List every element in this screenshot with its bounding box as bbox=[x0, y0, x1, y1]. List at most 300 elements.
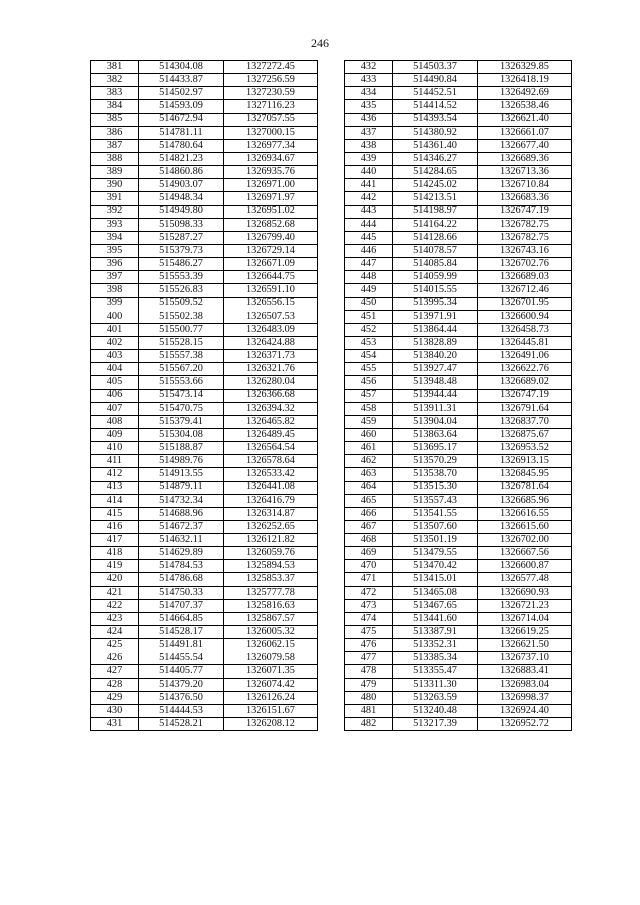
x-coordinate-cell: 514164.22 bbox=[393, 218, 478, 231]
x-coordinate-cell: 514860.86 bbox=[139, 166, 224, 179]
table-row bbox=[91, 61, 318, 74]
table-row bbox=[91, 481, 318, 494]
x-coordinate-cell: 514361.40 bbox=[393, 139, 478, 152]
point-number-cell: 432 bbox=[345, 61, 393, 74]
x-coordinate-cell: 514455.54 bbox=[139, 652, 224, 665]
y-coordinate-cell: 1326208.12 bbox=[224, 718, 318, 731]
x-coordinate-cell: 513971.91 bbox=[393, 310, 478, 323]
x-coordinate-cell: 513570.29 bbox=[393, 455, 478, 468]
point-number-cell: 469 bbox=[345, 547, 393, 560]
x-coordinate-cell: 515502.38 bbox=[139, 310, 224, 323]
y-coordinate-cell: 1326781.64 bbox=[478, 481, 572, 494]
y-coordinate-cell: 1326492.69 bbox=[478, 87, 572, 100]
y-coordinate-cell: 1326121.82 bbox=[224, 534, 318, 547]
y-coordinate-cell: 1326747.19 bbox=[478, 389, 572, 402]
table-row bbox=[91, 350, 318, 363]
table-row bbox=[345, 639, 572, 652]
x-coordinate-cell: 514503.37 bbox=[393, 61, 478, 74]
y-coordinate-cell: 1326489.45 bbox=[224, 428, 318, 441]
table-row bbox=[345, 179, 572, 192]
y-coordinate-cell: 1326729.14 bbox=[224, 244, 318, 257]
table-row bbox=[345, 376, 572, 389]
table-row bbox=[91, 87, 318, 100]
point-number-cell: 396 bbox=[91, 258, 139, 271]
y-coordinate-cell: 1327116.23 bbox=[224, 100, 318, 113]
x-coordinate-cell: 514405.77 bbox=[139, 665, 224, 678]
point-number-cell: 470 bbox=[345, 560, 393, 573]
y-coordinate-cell: 1326321.76 bbox=[224, 363, 318, 376]
table-row bbox=[91, 586, 318, 599]
table-row bbox=[345, 205, 572, 218]
y-coordinate-cell: 1326983.04 bbox=[478, 678, 572, 691]
y-coordinate-cell: 1326458.73 bbox=[478, 323, 572, 336]
y-coordinate-cell: 1326689.03 bbox=[478, 271, 572, 284]
y-coordinate-cell: 1326556.15 bbox=[224, 297, 318, 310]
x-coordinate-cell: 514629.89 bbox=[139, 547, 224, 560]
table-row bbox=[91, 402, 318, 415]
table-row bbox=[91, 389, 318, 402]
table-row bbox=[91, 599, 318, 612]
y-coordinate-cell: 1326005.32 bbox=[224, 626, 318, 639]
table-row bbox=[91, 494, 318, 507]
table-row bbox=[91, 244, 318, 257]
x-coordinate-cell: 514688.96 bbox=[139, 507, 224, 520]
y-coordinate-cell: 1326782.75 bbox=[478, 231, 572, 244]
point-number-cell: 409 bbox=[91, 428, 139, 441]
coordinates-table-left bbox=[90, 60, 318, 731]
x-coordinate-cell: 514346.27 bbox=[393, 152, 478, 165]
table-row bbox=[91, 100, 318, 113]
x-coordinate-cell: 514750.33 bbox=[139, 586, 224, 599]
y-coordinate-cell: 1326071.35 bbox=[224, 665, 318, 678]
point-number-cell: 474 bbox=[345, 612, 393, 625]
point-number-cell: 427 bbox=[91, 665, 139, 678]
x-coordinate-cell: 515567.20 bbox=[139, 363, 224, 376]
x-coordinate-cell: 514078.57 bbox=[393, 244, 478, 257]
point-number-cell: 419 bbox=[91, 560, 139, 573]
point-number-cell: 397 bbox=[91, 271, 139, 284]
x-coordinate-cell: 514198.97 bbox=[393, 205, 478, 218]
x-coordinate-cell: 514593.09 bbox=[139, 100, 224, 113]
y-coordinate-cell: 1326791.64 bbox=[478, 402, 572, 415]
table-row bbox=[345, 192, 572, 205]
table-row bbox=[91, 113, 318, 126]
y-coordinate-cell: 1326934.67 bbox=[224, 152, 318, 165]
y-coordinate-cell: 1327057.55 bbox=[224, 113, 318, 126]
x-coordinate-cell: 515379.73 bbox=[139, 244, 224, 257]
x-coordinate-cell: 513863.64 bbox=[393, 428, 478, 441]
y-coordinate-cell: 1326394.32 bbox=[224, 402, 318, 415]
y-coordinate-cell: 1326689.36 bbox=[478, 152, 572, 165]
table-row bbox=[345, 350, 572, 363]
point-number-cell: 472 bbox=[345, 586, 393, 599]
table-row bbox=[345, 87, 572, 100]
x-coordinate-cell: 514284.65 bbox=[393, 166, 478, 179]
table-row bbox=[345, 152, 572, 165]
point-number-cell: 403 bbox=[91, 350, 139, 363]
x-coordinate-cell: 513470.42 bbox=[393, 560, 478, 573]
table-row bbox=[345, 599, 572, 612]
table-row bbox=[345, 271, 572, 284]
point-number-cell: 385 bbox=[91, 113, 139, 126]
x-coordinate-cell: 515509.52 bbox=[139, 297, 224, 310]
table-row bbox=[345, 166, 572, 179]
y-coordinate-cell: 1326685.96 bbox=[478, 494, 572, 507]
point-number-cell: 389 bbox=[91, 166, 139, 179]
table-row bbox=[91, 152, 318, 165]
x-coordinate-cell: 514781.11 bbox=[139, 126, 224, 139]
point-number-cell: 414 bbox=[91, 494, 139, 507]
y-coordinate-cell: 1326329.85 bbox=[478, 61, 572, 74]
point-number-cell: 395 bbox=[91, 244, 139, 257]
point-number-cell: 388 bbox=[91, 152, 139, 165]
point-number-cell: 460 bbox=[345, 428, 393, 441]
y-coordinate-cell: 1326837.70 bbox=[478, 415, 572, 428]
point-number-cell: 439 bbox=[345, 152, 393, 165]
y-coordinate-cell: 1326952.72 bbox=[478, 718, 572, 731]
table-row bbox=[345, 258, 572, 271]
y-coordinate-cell: 1326971.00 bbox=[224, 179, 318, 192]
point-number-cell: 480 bbox=[345, 691, 393, 704]
x-coordinate-cell: 513864.44 bbox=[393, 323, 478, 336]
point-number-cell: 467 bbox=[345, 520, 393, 533]
x-coordinate-cell: 513385.34 bbox=[393, 652, 478, 665]
point-number-cell: 438 bbox=[345, 139, 393, 152]
x-coordinate-cell: 514085.84 bbox=[393, 258, 478, 271]
y-coordinate-cell: 1325867.57 bbox=[224, 612, 318, 625]
table-row bbox=[345, 534, 572, 547]
point-number-cell: 394 bbox=[91, 231, 139, 244]
table-row bbox=[345, 455, 572, 468]
y-coordinate-cell: 1326799.40 bbox=[224, 231, 318, 244]
point-number-cell: 450 bbox=[345, 297, 393, 310]
y-coordinate-cell: 1327230.59 bbox=[224, 87, 318, 100]
x-coordinate-cell: 513927.47 bbox=[393, 363, 478, 376]
table-row bbox=[91, 665, 318, 678]
x-coordinate-cell: 513355.47 bbox=[393, 665, 478, 678]
y-coordinate-cell: 1326701.95 bbox=[478, 297, 572, 310]
y-coordinate-cell: 1326721.23 bbox=[478, 599, 572, 612]
table-row bbox=[91, 442, 318, 455]
table-row bbox=[91, 573, 318, 586]
x-coordinate-cell: 515188.87 bbox=[139, 442, 224, 455]
x-coordinate-cell: 513352.31 bbox=[393, 639, 478, 652]
point-number-cell: 418 bbox=[91, 547, 139, 560]
point-number-cell: 466 bbox=[345, 507, 393, 520]
table-row bbox=[345, 61, 572, 74]
table-row bbox=[345, 297, 572, 310]
table-row bbox=[345, 100, 572, 113]
x-coordinate-cell: 515098.33 bbox=[139, 218, 224, 231]
table-row bbox=[91, 547, 318, 560]
point-number-cell: 417 bbox=[91, 534, 139, 547]
point-number-cell: 411 bbox=[91, 455, 139, 468]
x-coordinate-cell: 515304.08 bbox=[139, 428, 224, 441]
y-coordinate-cell: 1326971.97 bbox=[224, 192, 318, 205]
x-coordinate-cell: 513465.08 bbox=[393, 586, 478, 599]
table-row bbox=[345, 494, 572, 507]
table-row bbox=[345, 442, 572, 455]
point-number-cell: 437 bbox=[345, 126, 393, 139]
table-row bbox=[91, 534, 318, 547]
y-coordinate-cell: 1326951.02 bbox=[224, 205, 318, 218]
y-coordinate-cell: 1326667.56 bbox=[478, 547, 572, 560]
x-coordinate-cell: 513515.30 bbox=[393, 481, 478, 494]
table-row bbox=[91, 428, 318, 441]
x-coordinate-cell: 514015.55 bbox=[393, 284, 478, 297]
point-number-cell: 477 bbox=[345, 652, 393, 665]
point-number-cell: 468 bbox=[345, 534, 393, 547]
point-number-cell: 420 bbox=[91, 573, 139, 586]
x-coordinate-cell: 515379.41 bbox=[139, 415, 224, 428]
point-number-cell: 465 bbox=[345, 494, 393, 507]
point-number-cell: 404 bbox=[91, 363, 139, 376]
y-coordinate-cell: 1326977.34 bbox=[224, 139, 318, 152]
table-row bbox=[91, 205, 318, 218]
x-coordinate-cell: 514502.97 bbox=[139, 87, 224, 100]
y-coordinate-cell: 1326074.42 bbox=[224, 678, 318, 691]
table-row bbox=[91, 179, 318, 192]
y-coordinate-cell: 1326689.02 bbox=[478, 376, 572, 389]
table-row bbox=[345, 415, 572, 428]
point-number-cell: 464 bbox=[345, 481, 393, 494]
table-row bbox=[345, 363, 572, 376]
y-coordinate-cell: 1326702.76 bbox=[478, 258, 572, 271]
x-coordinate-cell: 513467.65 bbox=[393, 599, 478, 612]
y-coordinate-cell: 1326621.50 bbox=[478, 639, 572, 652]
table-row bbox=[91, 376, 318, 389]
y-coordinate-cell: 1326538.46 bbox=[478, 100, 572, 113]
x-coordinate-cell: 513840.20 bbox=[393, 350, 478, 363]
point-number-cell: 461 bbox=[345, 442, 393, 455]
point-number-cell: 428 bbox=[91, 678, 139, 691]
y-coordinate-cell: 1327000.15 bbox=[224, 126, 318, 139]
point-number-cell: 459 bbox=[345, 415, 393, 428]
x-coordinate-cell: 515526.83 bbox=[139, 284, 224, 297]
y-coordinate-cell: 1326577.48 bbox=[478, 573, 572, 586]
point-number-cell: 482 bbox=[345, 718, 393, 731]
table-row bbox=[91, 323, 318, 336]
table-row bbox=[91, 336, 318, 349]
x-coordinate-cell: 514949.80 bbox=[139, 205, 224, 218]
table-row bbox=[345, 139, 572, 152]
table-row bbox=[345, 402, 572, 415]
point-number-cell: 462 bbox=[345, 455, 393, 468]
x-coordinate-cell: 513217.39 bbox=[393, 718, 478, 731]
table-row bbox=[91, 271, 318, 284]
y-coordinate-cell: 1326616.55 bbox=[478, 507, 572, 520]
point-number-cell: 478 bbox=[345, 665, 393, 678]
point-number-cell: 452 bbox=[345, 323, 393, 336]
table-row bbox=[345, 626, 572, 639]
x-coordinate-cell: 513311.30 bbox=[393, 678, 478, 691]
y-coordinate-cell: 1326314.87 bbox=[224, 507, 318, 520]
table-row bbox=[345, 573, 572, 586]
x-coordinate-cell: 514128.66 bbox=[393, 231, 478, 244]
x-coordinate-cell: 513695.17 bbox=[393, 442, 478, 455]
point-number-cell: 471 bbox=[345, 573, 393, 586]
point-number-cell: 434 bbox=[345, 87, 393, 100]
point-number-cell: 444 bbox=[345, 218, 393, 231]
y-coordinate-cell: 1326924.40 bbox=[478, 704, 572, 717]
table-row bbox=[91, 192, 318, 205]
table-row bbox=[91, 626, 318, 639]
table-row bbox=[91, 718, 318, 731]
x-coordinate-cell: 514444.53 bbox=[139, 704, 224, 717]
point-number-cell: 455 bbox=[345, 363, 393, 376]
y-coordinate-cell: 1326747.19 bbox=[478, 205, 572, 218]
x-coordinate-cell: 513501.19 bbox=[393, 534, 478, 547]
y-coordinate-cell: 1326935.76 bbox=[224, 166, 318, 179]
table-row bbox=[91, 455, 318, 468]
point-number-cell: 435 bbox=[345, 100, 393, 113]
point-number-cell: 392 bbox=[91, 205, 139, 218]
point-number-cell: 416 bbox=[91, 520, 139, 533]
y-coordinate-cell: 1326644.75 bbox=[224, 271, 318, 284]
point-number-cell: 408 bbox=[91, 415, 139, 428]
point-number-cell: 412 bbox=[91, 468, 139, 481]
point-number-cell: 431 bbox=[91, 718, 139, 731]
y-coordinate-cell: 1327256.59 bbox=[224, 74, 318, 87]
y-coordinate-cell: 1326953.52 bbox=[478, 442, 572, 455]
table-row bbox=[91, 284, 318, 297]
y-coordinate-cell: 1326737.10 bbox=[478, 652, 572, 665]
point-number-cell: 440 bbox=[345, 166, 393, 179]
x-coordinate-cell: 513557.43 bbox=[393, 494, 478, 507]
point-number-cell: 425 bbox=[91, 639, 139, 652]
table-row bbox=[345, 126, 572, 139]
x-coordinate-cell: 514707.37 bbox=[139, 599, 224, 612]
y-coordinate-cell: 1326875.67 bbox=[478, 428, 572, 441]
y-coordinate-cell: 1326782.75 bbox=[478, 218, 572, 231]
point-number-cell: 401 bbox=[91, 323, 139, 336]
y-coordinate-cell: 1326491.06 bbox=[478, 350, 572, 363]
y-coordinate-cell: 1326059.76 bbox=[224, 547, 318, 560]
x-coordinate-cell: 513538.70 bbox=[393, 468, 478, 481]
y-coordinate-cell: 1326062.15 bbox=[224, 639, 318, 652]
table-row bbox=[91, 363, 318, 376]
point-number-cell: 429 bbox=[91, 691, 139, 704]
table-row bbox=[91, 126, 318, 139]
y-coordinate-cell: 1326690.93 bbox=[478, 586, 572, 599]
x-coordinate-cell: 514213.51 bbox=[393, 192, 478, 205]
table-row bbox=[91, 297, 318, 310]
table-row bbox=[345, 718, 572, 731]
point-number-cell: 453 bbox=[345, 336, 393, 349]
x-coordinate-cell: 513240.48 bbox=[393, 704, 478, 717]
table-row bbox=[345, 310, 572, 323]
table-row bbox=[345, 323, 572, 336]
table-row bbox=[345, 665, 572, 678]
x-coordinate-cell: 514304.08 bbox=[139, 61, 224, 74]
point-number-cell: 454 bbox=[345, 350, 393, 363]
y-coordinate-cell: 1326615.60 bbox=[478, 520, 572, 533]
table-row bbox=[91, 415, 318, 428]
y-coordinate-cell: 1326418.19 bbox=[478, 74, 572, 87]
point-number-cell: 457 bbox=[345, 389, 393, 402]
y-coordinate-cell: 1326578.64 bbox=[224, 455, 318, 468]
x-coordinate-cell: 514528.21 bbox=[139, 718, 224, 731]
x-coordinate-cell: 513911.31 bbox=[393, 402, 478, 415]
x-coordinate-cell: 515486.27 bbox=[139, 258, 224, 271]
x-coordinate-cell: 514491.81 bbox=[139, 639, 224, 652]
x-coordinate-cell: 514433.87 bbox=[139, 74, 224, 87]
y-coordinate-cell: 1326600.94 bbox=[478, 310, 572, 323]
table-row bbox=[91, 639, 318, 652]
y-coordinate-cell: 1326683.36 bbox=[478, 192, 572, 205]
point-number-cell: 481 bbox=[345, 704, 393, 717]
point-number-cell: 446 bbox=[345, 244, 393, 257]
x-coordinate-cell: 514672.94 bbox=[139, 113, 224, 126]
x-coordinate-cell: 514672.37 bbox=[139, 520, 224, 533]
x-coordinate-cell: 513541.55 bbox=[393, 507, 478, 520]
y-coordinate-cell: 1325894.53 bbox=[224, 560, 318, 573]
table-row bbox=[345, 547, 572, 560]
x-coordinate-cell: 513995.34 bbox=[393, 297, 478, 310]
point-number-cell: 436 bbox=[345, 113, 393, 126]
point-number-cell: 458 bbox=[345, 402, 393, 415]
x-coordinate-cell: 514732.34 bbox=[139, 494, 224, 507]
x-coordinate-cell: 513828.89 bbox=[393, 336, 478, 349]
table-row bbox=[91, 139, 318, 152]
y-coordinate-cell: 1326913.15 bbox=[478, 455, 572, 468]
table-row bbox=[345, 336, 572, 349]
x-coordinate-cell: 514393.54 bbox=[393, 113, 478, 126]
table-row bbox=[91, 310, 318, 323]
y-coordinate-cell: 1326714.04 bbox=[478, 612, 572, 625]
y-coordinate-cell: 1326151.67 bbox=[224, 704, 318, 717]
table-row bbox=[91, 678, 318, 691]
x-coordinate-cell: 514380.92 bbox=[393, 126, 478, 139]
y-coordinate-cell: 1326998.37 bbox=[478, 691, 572, 704]
y-coordinate-cell: 1326622.76 bbox=[478, 363, 572, 376]
x-coordinate-cell: 514903.07 bbox=[139, 179, 224, 192]
x-coordinate-cell: 515473.14 bbox=[139, 389, 224, 402]
point-number-cell: 393 bbox=[91, 218, 139, 231]
point-number-cell: 433 bbox=[345, 74, 393, 87]
point-number-cell: 423 bbox=[91, 612, 139, 625]
x-coordinate-cell: 514948.34 bbox=[139, 192, 224, 205]
point-number-cell: 382 bbox=[91, 74, 139, 87]
x-coordinate-cell: 515470.75 bbox=[139, 402, 224, 415]
y-coordinate-cell: 1326483.09 bbox=[224, 323, 318, 336]
table-row bbox=[345, 468, 572, 481]
point-number-cell: 384 bbox=[91, 100, 139, 113]
x-coordinate-cell: 513948.48 bbox=[393, 376, 478, 389]
table-row bbox=[91, 691, 318, 704]
point-number-cell: 407 bbox=[91, 402, 139, 415]
y-coordinate-cell: 1326252.65 bbox=[224, 520, 318, 533]
x-coordinate-cell: 514490.84 bbox=[393, 74, 478, 87]
table-row bbox=[91, 218, 318, 231]
point-number-cell: 430 bbox=[91, 704, 139, 717]
table-row bbox=[345, 389, 572, 402]
y-coordinate-cell: 1326416.79 bbox=[224, 494, 318, 507]
point-number-cell: 443 bbox=[345, 205, 393, 218]
table-row bbox=[91, 258, 318, 271]
x-coordinate-cell: 514632.11 bbox=[139, 534, 224, 547]
y-coordinate-cell: 1326591.10 bbox=[224, 284, 318, 297]
table-row bbox=[91, 520, 318, 533]
y-coordinate-cell: 1326445.81 bbox=[478, 336, 572, 349]
y-coordinate-cell: 1326677.40 bbox=[478, 139, 572, 152]
point-number-cell: 386 bbox=[91, 126, 139, 139]
y-coordinate-cell: 1326126.24 bbox=[224, 691, 318, 704]
x-coordinate-cell: 514376.50 bbox=[139, 691, 224, 704]
x-coordinate-cell: 513441.60 bbox=[393, 612, 478, 625]
point-number-cell: 442 bbox=[345, 192, 393, 205]
x-coordinate-cell: 514528.17 bbox=[139, 626, 224, 639]
